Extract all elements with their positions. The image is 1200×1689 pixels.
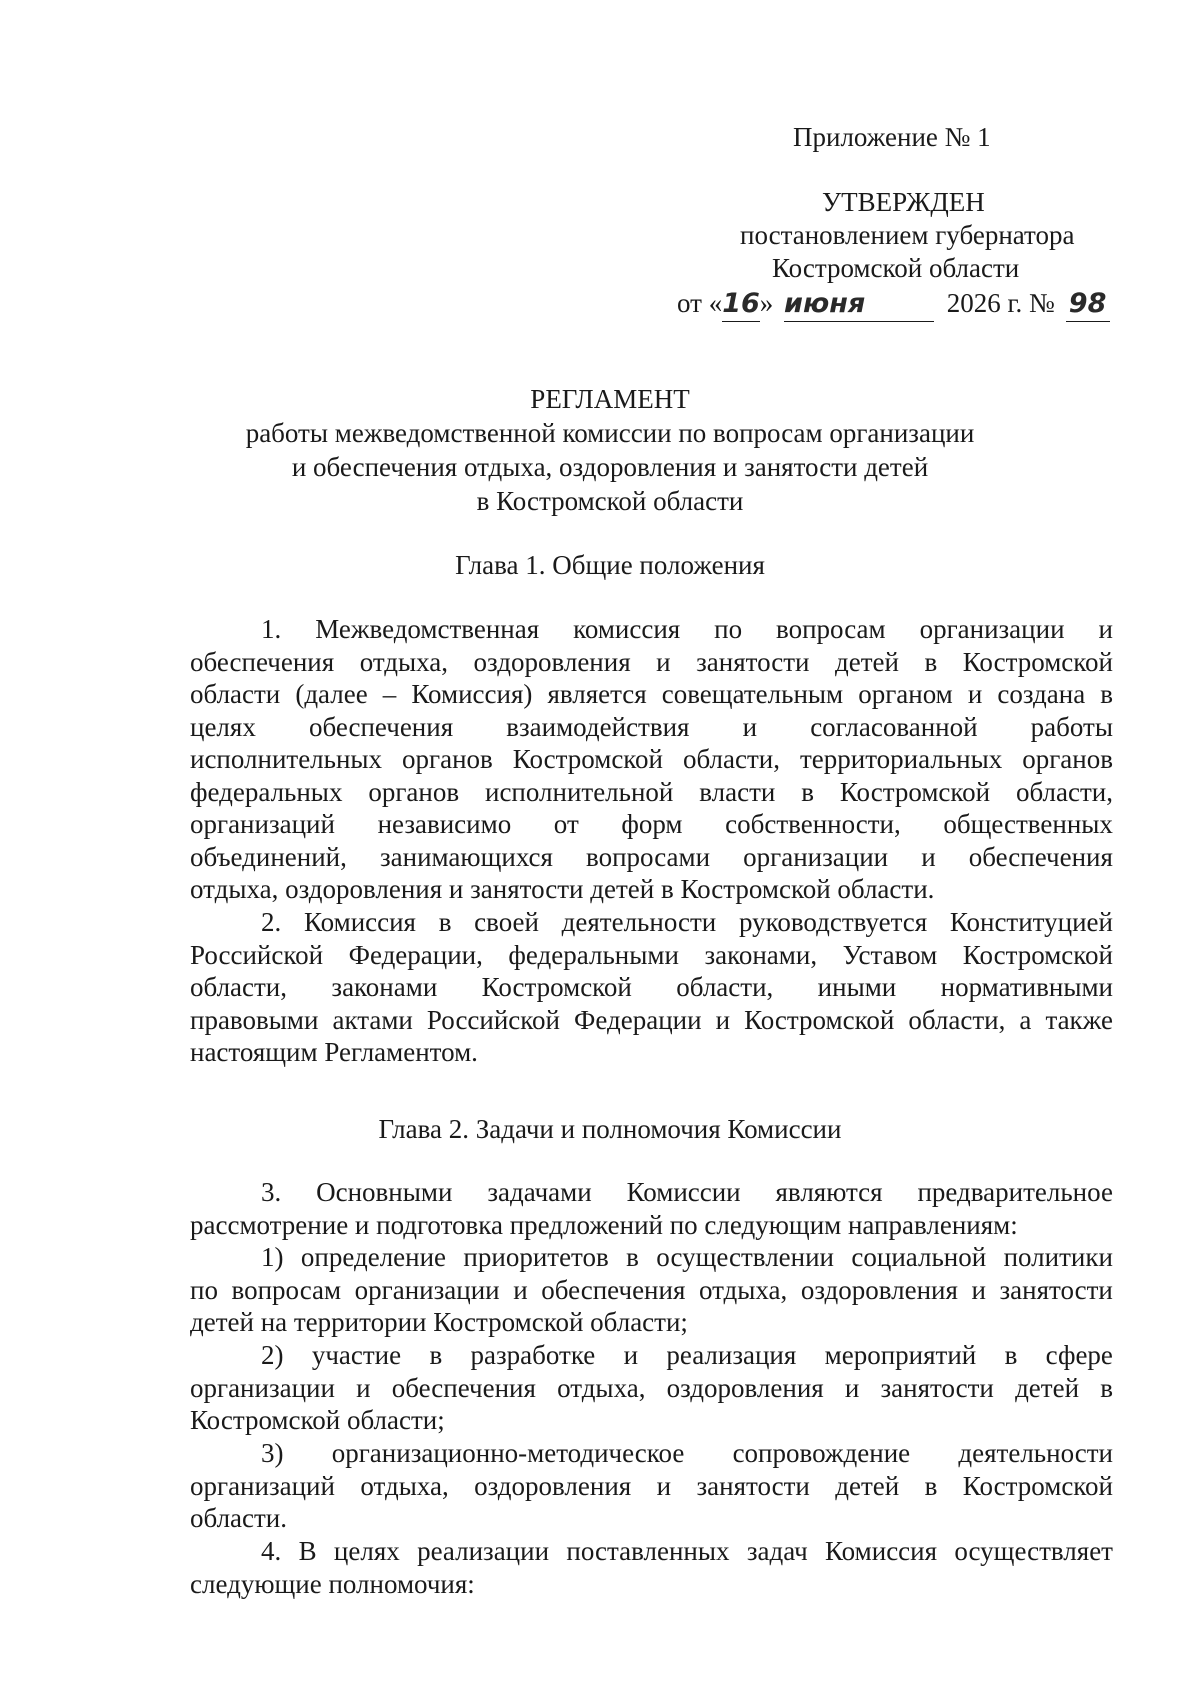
word: и: [967, 679, 983, 709]
word: и: [715, 1004, 731, 1035]
list-item-3: [190, 1437, 1113, 1535]
word: –: [382, 679, 397, 709]
word: органов: [368, 776, 460, 807]
text-line: [190, 1535, 1113, 1568]
word: своей: [474, 907, 539, 937]
word: и: [513, 1274, 528, 1305]
paragraph-3: [190, 1176, 1113, 1241]
word: вопросами: [586, 841, 711, 872]
word: детей: [835, 1470, 900, 1501]
word: области,: [190, 972, 288, 1002]
word: задачами: [487, 1177, 592, 1207]
text-line: [190, 1372, 1113, 1405]
text-line: следующие полномочия:: [190, 1568, 475, 1599]
word: совещательным: [661, 679, 844, 709]
word: занятости: [696, 646, 810, 677]
word: 2): [261, 1340, 284, 1370]
approval-block: [0, 0, 1200, 320]
word: организации: [743, 841, 889, 872]
paragraph-2: [190, 906, 1113, 1069]
word: Уставом: [842, 939, 938, 970]
word: оздоровления: [800, 1274, 958, 1305]
word: также: [1045, 1004, 1113, 1035]
word: Комиссии: [626, 1177, 741, 1207]
word: обеспечения: [308, 711, 454, 742]
word: Костромской: [481, 972, 632, 1002]
text-line: [190, 646, 1113, 679]
word: мероприятий: [824, 1340, 977, 1370]
word: общественных: [943, 809, 1113, 839]
word: Комиссия: [303, 907, 416, 937]
text-line: [190, 1241, 1113, 1274]
word: организации: [354, 1274, 500, 1305]
text-line: [190, 1274, 1113, 1307]
word: и: [623, 1340, 639, 1370]
word: территориальных: [799, 744, 1003, 774]
word: деятельности: [958, 1438, 1113, 1468]
text-line: [190, 776, 1113, 809]
text-line: [190, 1004, 1113, 1037]
word: В: [298, 1536, 317, 1566]
handwritten-number: 98: [1066, 287, 1110, 322]
word: обеспечения: [391, 1372, 536, 1403]
word: реализации: [417, 1536, 550, 1566]
text-line: [190, 743, 1113, 776]
word: согласованной: [810, 711, 978, 742]
paragraph-1: [190, 613, 1113, 906]
word: области,: [676, 972, 774, 1002]
word: 3.: [261, 1177, 282, 1207]
word: является: [547, 679, 647, 709]
word: области,: [1015, 776, 1113, 807]
word: предварительное: [917, 1177, 1113, 1207]
word: создана: [997, 679, 1086, 709]
paragraph-4: [190, 1535, 1113, 1600]
word: в: [1100, 1372, 1113, 1403]
word: задач: [746, 1536, 808, 1566]
word: Костромской: [962, 939, 1113, 970]
word: и: [844, 1372, 860, 1403]
word: Федерации: [574, 1004, 702, 1035]
text-line: отдыха, оздоровления и занятости детей в Костромской области.: [190, 874, 935, 904]
word: Конституцией: [949, 907, 1113, 937]
word: реализация: [666, 1340, 797, 1370]
document-subtitle-line1: работы межведомственной комиссии по вопросам организации: [245, 418, 975, 448]
word: политики: [1003, 1242, 1113, 1272]
word: органов: [402, 744, 493, 774]
word: отдыха,: [557, 1372, 646, 1403]
text-line: [190, 808, 1113, 841]
word: целях: [190, 711, 256, 742]
document-subtitle-line2: и обеспечения отдыха, оздоровления и занятости детей: [291, 452, 929, 482]
word: а: [1019, 1004, 1032, 1035]
word: работы: [1030, 711, 1113, 742]
word: приоритетов: [463, 1242, 609, 1272]
word: отдыха,: [698, 1274, 788, 1305]
word: и: [742, 711, 758, 742]
word: 2.: [261, 907, 282, 937]
word: области,: [682, 744, 780, 774]
word: федеральными: [508, 939, 679, 970]
word: исполнительных: [190, 744, 383, 774]
word: в: [924, 646, 938, 677]
word: и: [971, 1274, 986, 1305]
word: оздоровления: [474, 1470, 632, 1501]
text-line: [190, 613, 1113, 646]
word: в: [626, 1242, 639, 1272]
word: Комиссия): [411, 679, 533, 709]
word: правовыми: [190, 1004, 319, 1035]
document-title: РЕГЛАМЕНТ: [530, 384, 690, 414]
word: поставленных: [566, 1536, 730, 1566]
word: Костромской: [962, 646, 1113, 677]
word: в: [801, 776, 814, 807]
text-line: Костромской области;: [190, 1405, 445, 1435]
word: осуществлении: [656, 1242, 835, 1272]
word: форм: [621, 809, 683, 839]
word: обеспечения: [968, 841, 1113, 872]
document-subtitle-line3: в Костромской области: [476, 486, 744, 516]
word: (далее: [295, 679, 368, 709]
chapter-1-heading: Глава 1. Общие положения: [455, 550, 765, 580]
word: 1): [261, 1242, 284, 1272]
word: сопровождение: [732, 1438, 911, 1468]
word: 1.: [261, 614, 282, 644]
word: 3): [261, 1438, 284, 1468]
date-prefix: от «: [677, 288, 723, 318]
text-line: детей на территории Костромской области;: [190, 1307, 688, 1337]
word: деятельности: [561, 907, 717, 937]
word: являются: [775, 1177, 883, 1207]
word: руководствуется: [738, 907, 928, 937]
word: занятости: [696, 1470, 810, 1501]
word: Костромской: [744, 1004, 895, 1035]
word: отдыха,: [359, 646, 449, 677]
text-line: [190, 1176, 1113, 1209]
word: органов: [1022, 744, 1113, 774]
handwritten-month: июня: [784, 287, 934, 322]
word: вопросам: [776, 614, 886, 644]
text-line: [190, 1470, 1113, 1503]
word: организаций: [190, 1470, 335, 1501]
word: исполнительной: [485, 776, 674, 807]
word: Федерации,: [348, 939, 483, 970]
text-line: [190, 841, 1113, 874]
annex-label: Приложение № 1: [793, 122, 991, 152]
word: объединений,: [190, 841, 347, 872]
text-line: рассмотрение и подготовка предложений по следующим направлениям:: [190, 1209, 1018, 1240]
text-line: [190, 1437, 1113, 1470]
word: обеспечения: [190, 646, 335, 677]
word: по: [190, 1274, 218, 1305]
text-line: области.: [190, 1503, 288, 1533]
word: занятости: [880, 1372, 994, 1403]
approved-by-line1: постановлением губернатора: [740, 220, 1075, 250]
word: вопросам: [231, 1274, 342, 1305]
text-line: [190, 906, 1113, 939]
word: Основными: [316, 1177, 453, 1207]
word: оздоровления: [666, 1372, 824, 1403]
word: Костромской: [839, 776, 991, 807]
approved-label: УТВЕРЖДЕН: [822, 187, 985, 217]
word: Российской: [190, 939, 324, 970]
word: нормативными: [940, 972, 1113, 1002]
word: в: [1100, 679, 1113, 709]
document-title-block: [160, 382, 1060, 518]
word: актами: [332, 1004, 413, 1035]
text-line: настоящим Регламентом.: [190, 1037, 478, 1067]
word: участие: [311, 1340, 402, 1370]
word: и: [356, 1372, 371, 1403]
word: организации: [190, 1372, 335, 1403]
word: детей: [1015, 1372, 1080, 1403]
word: определение: [300, 1242, 447, 1272]
word: области,: [908, 1004, 1006, 1035]
word: и: [656, 646, 671, 677]
list-item-1: [190, 1241, 1113, 1339]
word: 4.: [261, 1536, 282, 1566]
word: отдыха,: [360, 1470, 449, 1501]
word: Комиссия: [825, 1536, 938, 1566]
word: детей: [835, 646, 899, 677]
word: независимо: [377, 809, 512, 839]
word: законами,: [704, 939, 818, 970]
word: сфере: [1045, 1340, 1113, 1370]
word: власти: [699, 776, 776, 807]
date-mid: »: [759, 288, 774, 318]
word: и: [656, 1470, 672, 1501]
list-item-2: [190, 1339, 1113, 1437]
word: обеспечения: [541, 1274, 686, 1305]
word: целях: [333, 1536, 400, 1566]
text-line: [190, 711, 1113, 744]
text-line: [190, 939, 1113, 972]
word: собственности,: [725, 809, 901, 839]
word: занятости: [999, 1274, 1113, 1305]
word: и: [1098, 614, 1113, 644]
word: иными: [817, 972, 897, 1002]
word: и: [921, 841, 936, 872]
word: в: [438, 907, 452, 937]
word: организации: [919, 614, 1065, 644]
word: органом: [858, 679, 953, 709]
word: Костромской: [962, 1470, 1113, 1501]
word: Межведомственная: [315, 614, 540, 644]
word: законами: [331, 972, 438, 1002]
text-line: [190, 678, 1113, 711]
word: области: [190, 679, 281, 709]
word: разработке: [470, 1340, 596, 1370]
text-line: [190, 1339, 1113, 1372]
date-year: 2026 г. №: [946, 288, 1055, 318]
word: комиссия: [573, 614, 681, 644]
word: в: [429, 1340, 443, 1370]
word: организационно-методическое: [331, 1438, 685, 1468]
word: Российской: [426, 1004, 560, 1035]
word: взаимодействия: [506, 711, 690, 742]
word: социальной: [851, 1242, 987, 1272]
word: занимающихся: [379, 841, 553, 872]
word: от: [553, 809, 579, 839]
handwritten-day: 16: [722, 287, 760, 322]
approved-by-line2: Костромской области: [772, 253, 1020, 283]
approval-date-line: [677, 286, 1110, 322]
word: Костромской: [512, 744, 663, 774]
text-line: [190, 971, 1113, 1004]
word: по: [714, 614, 743, 644]
chapter-2-heading: Глава 2. Задачи и полномочия Комиссии: [378, 1114, 842, 1144]
word: в: [1004, 1340, 1018, 1370]
word: в: [924, 1470, 938, 1501]
word: осуществляет: [954, 1536, 1113, 1566]
word: оздоровления: [473, 646, 631, 677]
word: организаций: [190, 809, 335, 839]
word: федеральных: [190, 776, 343, 807]
